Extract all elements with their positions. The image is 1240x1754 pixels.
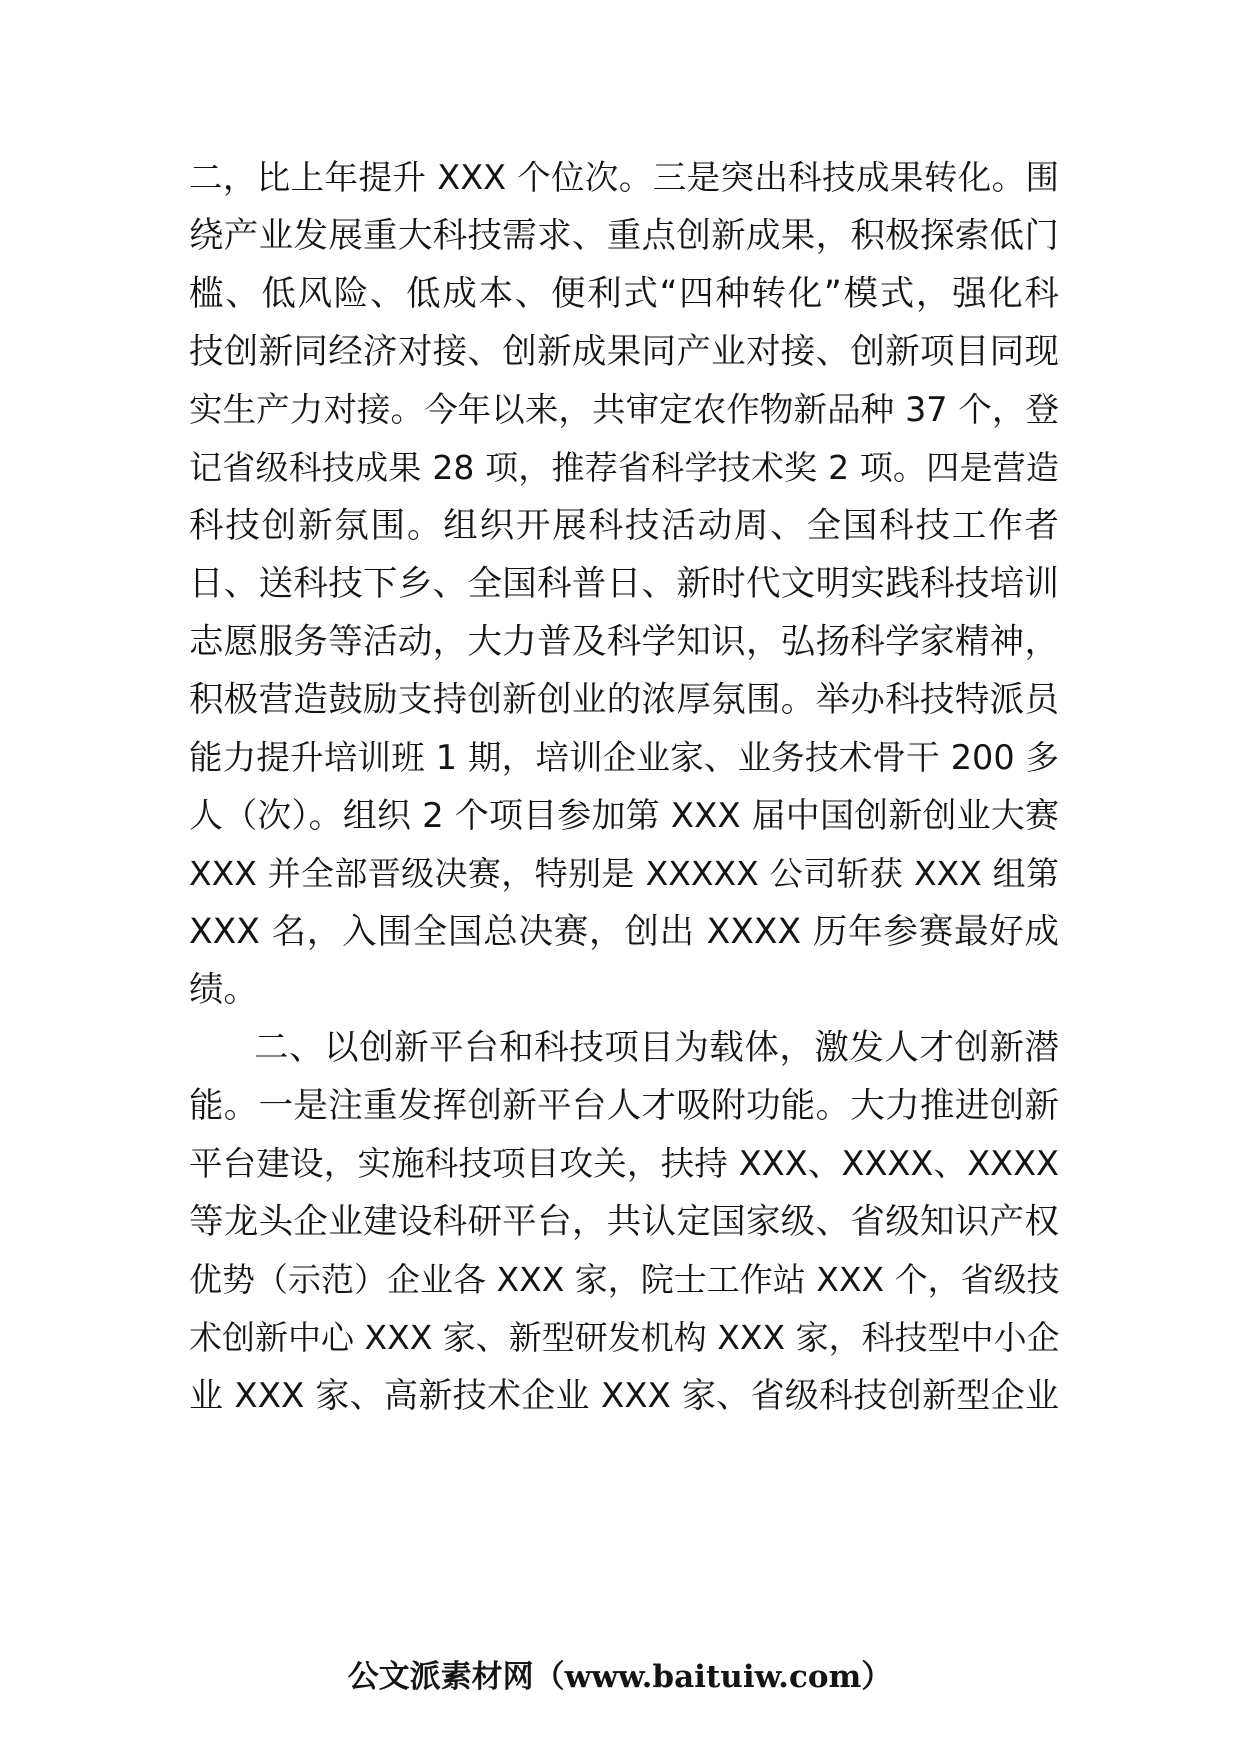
- paragraph-2-line-4: 等龙头企业建设科研平台，共认定国家级、省级知识产权: [189, 1202, 1059, 1242]
- paragraph-1-line-7: 科技创新氛围。组织开展科技活动周、全国科技工作者: [189, 506, 1059, 546]
- paragraph-1-line-5: 实生产力对接。今年以来，共审定农作物新品种 37 个，登: [189, 390, 1059, 429]
- paragraph-1-line-9: 志愿服务等活动，大力普及科学知识，弘扬科学家精神，: [189, 622, 1059, 662]
- paragraph-1-line-15: 绩。: [189, 970, 258, 1010]
- paragraph-2-line-2: 能。一是注重发挥创新平台人才吸附功能。大力推进创新: [189, 1086, 1059, 1126]
- paragraph-1-line-6: 记省级科技成果 28 项，推荐省科学技术奖 2 项。四是营造: [189, 448, 1059, 487]
- paragraph-1-line-1: 二，比上年提升 XXX 个位次。三是突出科技成果转化。围: [189, 158, 1059, 197]
- paragraph-1-line-4: 技创新同经济对接、创新成果同产业对接、创新项目同现: [189, 332, 1059, 372]
- paragraph-1-line-12: 人（次）。组织 2 个项目参加第 XXX 届中国创新创业大赛: [189, 796, 1059, 836]
- paragraph-1-line-14: XXX 名，入围全国总决赛，创出 XXXX 历年参赛最好成: [189, 912, 1059, 952]
- paragraph-2-line-7: 业 XXX 家、高新技术企业 XXX 家、省级科技创新型企业: [189, 1376, 1059, 1416]
- paragraph-1-line-2: 绕产业发展重大科技需求、重点创新成果，积极探索低门: [189, 216, 1059, 256]
- paragraph-2-line-3: 平台建设，实施科技项目攻关，扶持 XXX、XXXX、XXXX: [189, 1144, 1059, 1183]
- footer-site-credit: 公文派素材网（www.baituiw.com）: [347, 1659, 893, 1695]
- paragraph-2-line-5: 优势（示范）企业各 XXX 家，院士工作站 XXX 个，省级技: [189, 1260, 1060, 1299]
- paragraph-1-line-3: 槛、低风险、低成本、便利式“四种转化”模式，强化科: [189, 274, 1059, 314]
- paragraph-2-line-1: 二、以创新平台和科技项目为载体，激发人才创新潜: [254, 1028, 1059, 1068]
- paragraph-1-line-10: 积极营造鼓励支持创新创业的浓厚氛围。举办科技特派员: [189, 680, 1059, 720]
- paragraph-1-line-8: 日、送科技下乡、全国科普日、新时代文明实践科技培训: [189, 564, 1059, 604]
- paragraph-1-line-11: 能力提升培训班 1 期，培训企业家、业务技术骨干 200 多: [189, 738, 1059, 777]
- paragraph-2-line-6: 术创新中心 XXX 家、新型研发机构 XXX 家，科技型中小企: [189, 1318, 1060, 1357]
- paragraph-1-line-13: XXX 并全部晋级决赛，特别是 XXXXX 公司斩获 XXX 组第: [189, 854, 1059, 893]
